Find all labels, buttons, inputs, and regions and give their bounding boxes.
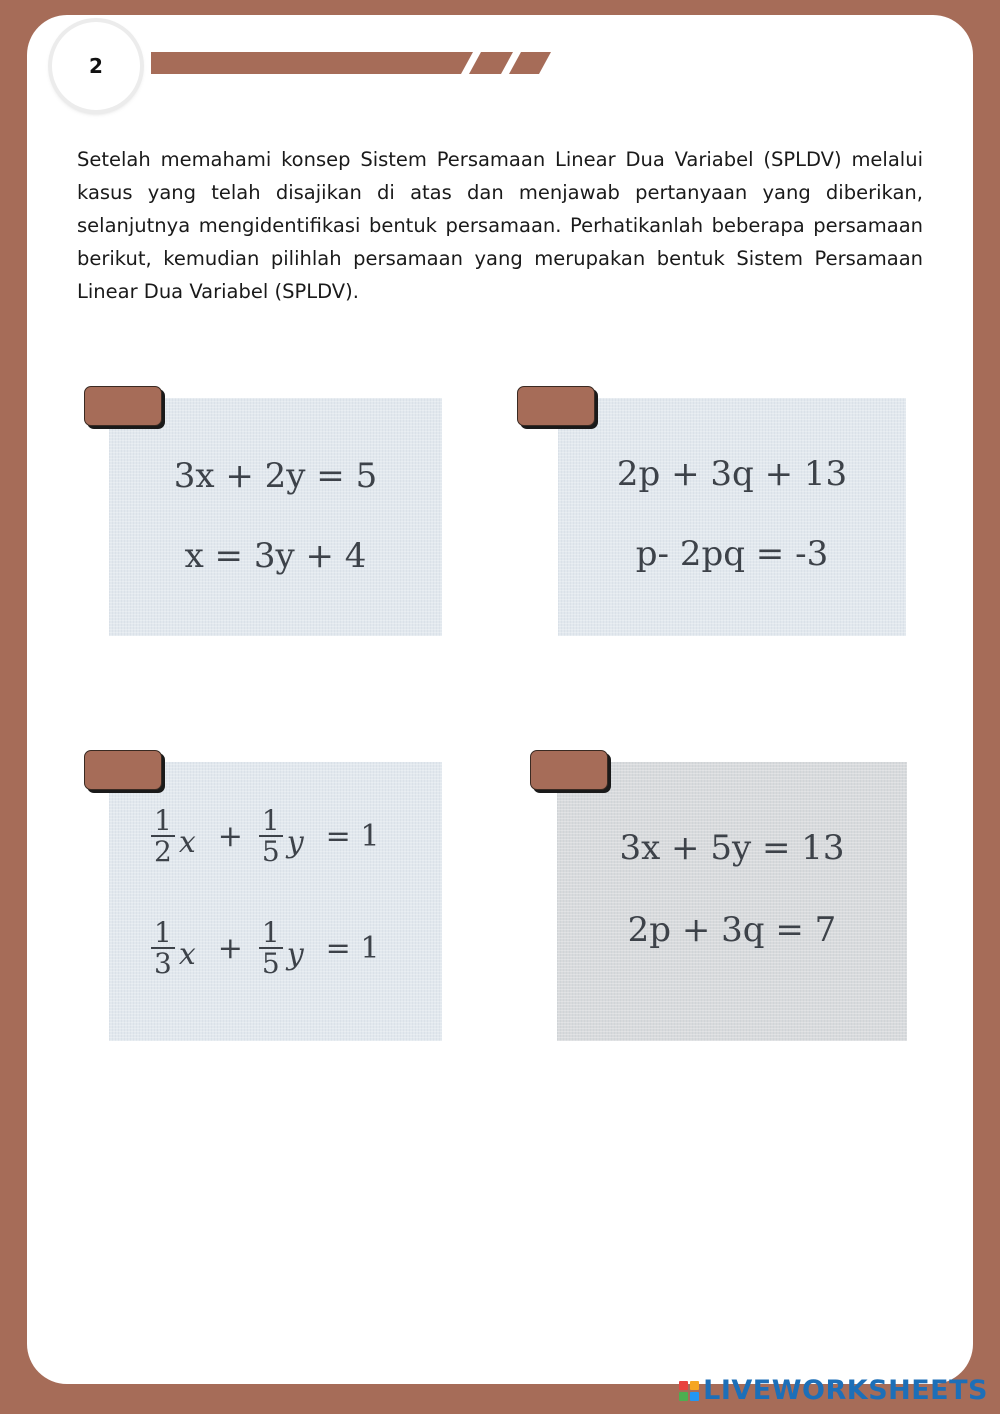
fraction-equation-line: $\frac{1}{3}$ x + $\frac{1}{5}$ y = 1 [147,918,391,979]
liveworksheets-logo[interactable] [679,1375,988,1406]
answer-tag-b[interactable] [517,386,595,426]
header-bar [151,52,581,76]
equation-line: p- 2pq = -3 [635,534,829,574]
page-number: 2 [52,22,140,110]
answer-tag-a[interactable] [84,386,162,426]
fraction: $\frac{1}{5}$ [259,918,283,979]
fraction: $\frac{1}{2}$ [151,806,175,867]
equation-line: 2p + 3q = 7 [627,910,837,950]
equation-line: 3x + 5y = 13 [619,828,845,868]
equation-card-c [109,762,442,1041]
equation-line: 2p + 3q + 13 [616,454,848,494]
equation-line: x = 3y + 4 [184,536,367,576]
answer-tag-d[interactable] [530,750,608,790]
equation-card-b [558,398,906,636]
instruction-text: Setelah memahami konsep Sistem Persamaan Linear Dua Variabel (SPLDV) melalui kasus yang telah disajikan di atas dan menjawab pertanyaan yang diberikan, selanjutnya mengidentifikasi bentuk persamaan. Perhatikanlah beberapa persamaan berikut, kemudian pilihlah persamaan yang merupakan bentuk Sistem Persamaan Linear Dua Variabel (SPLDV). [77,148,923,303]
logo-text: LIVEWORKSHEETS [703,1375,988,1406]
equation-card-d [557,762,907,1041]
worksheet-page [27,15,973,1384]
equation-line: 3x + 2y = 5 [173,456,378,496]
fraction: $\frac{1}{3}$ [151,918,175,979]
fraction-equation-line: $\frac{1}{2}$ x + $\frac{1}{5}$ y = 1 [147,806,391,867]
equation-card-a [109,398,442,636]
fraction: $\frac{1}{5}$ [259,806,283,867]
logo-icon [679,1381,699,1401]
answer-tag-c[interactable] [84,750,162,790]
